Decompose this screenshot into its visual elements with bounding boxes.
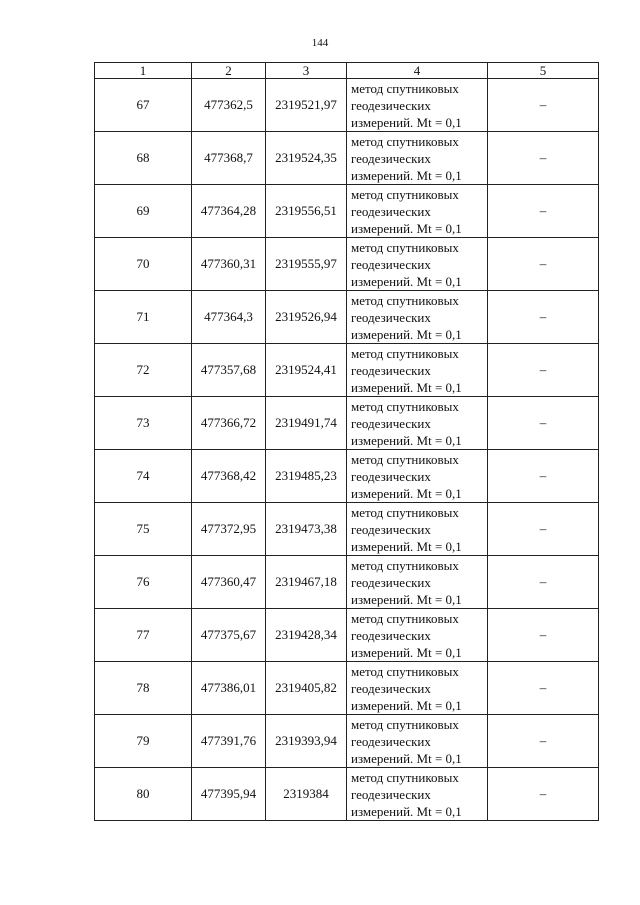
point-number-cell: 75 bbox=[95, 503, 192, 556]
note-cell: – bbox=[488, 238, 599, 291]
y-coordinate-cell: 2319491,74 bbox=[266, 397, 347, 450]
note-cell: – bbox=[488, 450, 599, 503]
method-text: метод спутниковых геодезических измерений. Mt = 0,1 bbox=[351, 769, 462, 819]
column-header-3: 3 bbox=[266, 63, 347, 79]
point-number-cell: 79 bbox=[95, 715, 192, 768]
y-coordinate-cell: 2319393,94 bbox=[266, 715, 347, 768]
table-row bbox=[95, 662, 599, 715]
page-number: 144 bbox=[311, 37, 329, 49]
y-coordinate-cell: 2319473,38 bbox=[266, 503, 347, 556]
table-row bbox=[95, 556, 599, 609]
method-cell bbox=[347, 344, 488, 397]
point-number-cell: 72 bbox=[95, 344, 192, 397]
y-coordinate-cell: 2319467,18 bbox=[266, 556, 347, 609]
y-coordinate-cell: 2319524,41 bbox=[266, 344, 347, 397]
method-text: метод спутниковых геодезических измерений. Mt = 0,1 bbox=[351, 663, 462, 713]
method-cell bbox=[347, 450, 488, 503]
x-coordinate-cell: 477368,7 bbox=[192, 132, 266, 185]
point-number-cell: 68 bbox=[95, 132, 192, 185]
method-cell bbox=[347, 556, 488, 609]
note-cell: – bbox=[488, 291, 599, 344]
point-number-cell: 67 bbox=[95, 79, 192, 132]
note-cell: – bbox=[488, 185, 599, 238]
method-text: метод спутниковых геодезических измерений. Mt = 0,1 bbox=[351, 398, 462, 448]
note-cell: – bbox=[488, 609, 599, 662]
point-number-cell: 80 bbox=[95, 768, 192, 821]
method-text: метод спутниковых геодезических измерений. Mt = 0,1 bbox=[351, 133, 462, 183]
note-cell: – bbox=[488, 662, 599, 715]
y-coordinate-cell: 2319384 bbox=[266, 768, 347, 821]
table-row bbox=[95, 132, 599, 185]
method-cell bbox=[347, 291, 488, 344]
method-cell bbox=[347, 238, 488, 291]
point-number-cell: 73 bbox=[95, 397, 192, 450]
method-text: метод спутниковых геодезических измерений. Mt = 0,1 bbox=[351, 345, 462, 395]
table-row bbox=[95, 291, 599, 344]
point-number-cell: 74 bbox=[95, 450, 192, 503]
method-cell bbox=[347, 715, 488, 768]
x-coordinate-cell: 477360,47 bbox=[192, 556, 266, 609]
method-text: метод спутниковых геодезических измерений. Mt = 0,1 bbox=[351, 504, 462, 554]
x-coordinate-cell: 477391,76 bbox=[192, 715, 266, 768]
note-cell: – bbox=[488, 768, 599, 821]
x-coordinate-cell: 477372,95 bbox=[192, 503, 266, 556]
y-coordinate-cell: 2319485,23 bbox=[266, 450, 347, 503]
y-coordinate-cell: 2319526,94 bbox=[266, 291, 347, 344]
method-cell bbox=[347, 662, 488, 715]
x-coordinate-cell: 477364,28 bbox=[192, 185, 266, 238]
column-header-2: 2 bbox=[192, 63, 266, 79]
table-row bbox=[95, 185, 599, 238]
table-row bbox=[95, 344, 599, 397]
method-text: метод спутниковых геодезических измерений. Mt = 0,1 bbox=[351, 451, 462, 501]
method-cell bbox=[347, 397, 488, 450]
point-number-cell: 77 bbox=[95, 609, 192, 662]
coordinates-table bbox=[94, 62, 599, 821]
point-number-cell: 70 bbox=[95, 238, 192, 291]
point-number-cell: 76 bbox=[95, 556, 192, 609]
method-cell bbox=[347, 185, 488, 238]
note-cell: – bbox=[488, 715, 599, 768]
x-coordinate-cell: 477366,72 bbox=[192, 397, 266, 450]
point-number-cell: 69 bbox=[95, 185, 192, 238]
method-text: метод спутниковых геодезических измерений. Mt = 0,1 bbox=[351, 292, 462, 342]
table-header-row bbox=[95, 63, 599, 79]
table-row bbox=[95, 450, 599, 503]
x-coordinate-cell: 477362,5 bbox=[192, 79, 266, 132]
x-coordinate-cell: 477375,67 bbox=[192, 609, 266, 662]
point-number-cell: 78 bbox=[95, 662, 192, 715]
method-cell bbox=[347, 609, 488, 662]
y-coordinate-cell: 2319405,82 bbox=[266, 662, 347, 715]
y-coordinate-cell: 2319524,35 bbox=[266, 132, 347, 185]
method-text: метод спутниковых геодезических измерений. Mt = 0,1 bbox=[351, 557, 462, 607]
method-cell bbox=[347, 132, 488, 185]
note-cell: – bbox=[488, 503, 599, 556]
method-cell bbox=[347, 503, 488, 556]
method-text: метод спутниковых геодезических измерений. Mt = 0,1 bbox=[351, 610, 462, 660]
point-number-cell: 71 bbox=[95, 291, 192, 344]
x-coordinate-cell: 477395,94 bbox=[192, 768, 266, 821]
y-coordinate-cell: 2319555,97 bbox=[266, 238, 347, 291]
table-row bbox=[95, 79, 599, 132]
y-coordinate-cell: 2319556,51 bbox=[266, 185, 347, 238]
table-row bbox=[95, 768, 599, 821]
note-cell: – bbox=[488, 397, 599, 450]
table-row bbox=[95, 715, 599, 768]
column-header-5: 5 bbox=[488, 63, 599, 79]
note-cell: – bbox=[488, 132, 599, 185]
table-body bbox=[95, 63, 599, 821]
note-cell: – bbox=[488, 556, 599, 609]
y-coordinate-cell: 2319521,97 bbox=[266, 79, 347, 132]
column-header-4: 4 bbox=[347, 63, 488, 79]
x-coordinate-cell: 477368,42 bbox=[192, 450, 266, 503]
method-text: метод спутниковых геодезических измерений. Mt = 0,1 bbox=[351, 80, 462, 130]
note-cell: – bbox=[488, 79, 599, 132]
method-cell bbox=[347, 768, 488, 821]
table-row bbox=[95, 238, 599, 291]
x-coordinate-cell: 477360,31 bbox=[192, 238, 266, 291]
table-row bbox=[95, 609, 599, 662]
method-cell bbox=[347, 79, 488, 132]
method-text: метод спутниковых геодезических измерений. Mt = 0,1 bbox=[351, 186, 462, 236]
method-text: метод спутниковых геодезических измерений. Mt = 0,1 bbox=[351, 716, 462, 766]
x-coordinate-cell: 477357,68 bbox=[192, 344, 266, 397]
x-coordinate-cell: 477386,01 bbox=[192, 662, 266, 715]
method-text: метод спутниковых геодезических измерений. Mt = 0,1 bbox=[351, 239, 462, 289]
table-row bbox=[95, 397, 599, 450]
x-coordinate-cell: 477364,3 bbox=[192, 291, 266, 344]
column-header-1: 1 bbox=[95, 63, 192, 79]
note-cell: – bbox=[488, 344, 599, 397]
y-coordinate-cell: 2319428,34 bbox=[266, 609, 347, 662]
table-row bbox=[95, 503, 599, 556]
